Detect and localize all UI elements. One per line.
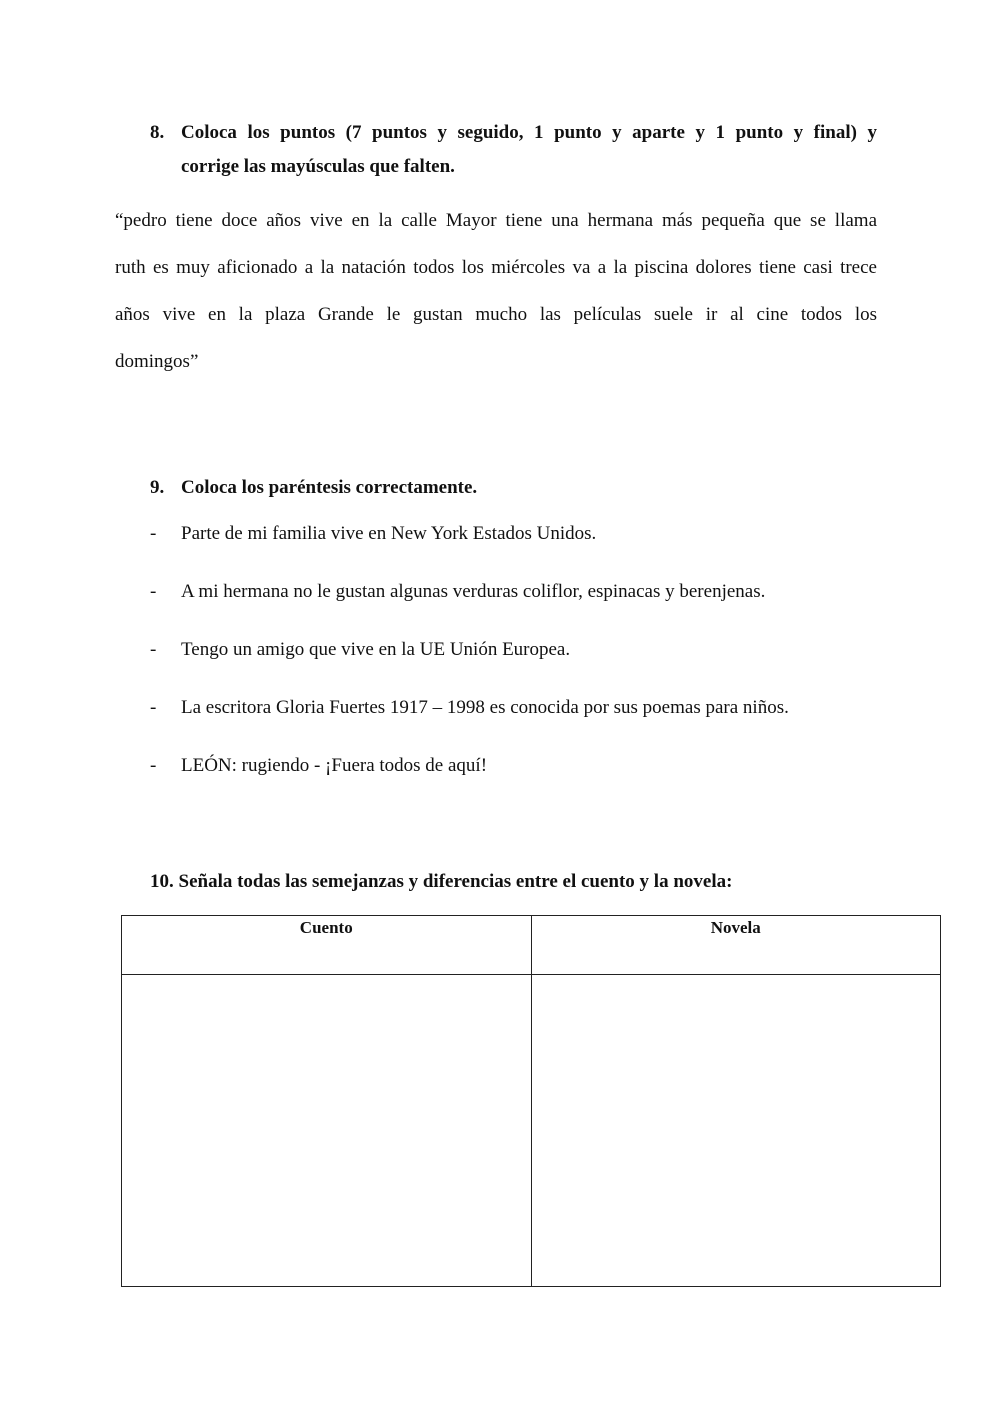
- table-header-row: [122, 916, 941, 975]
- table-row: [122, 975, 941, 1287]
- q9-number: 9.: [150, 477, 165, 498]
- bullet-dash: -: [150, 639, 157, 660]
- q8-number: 8.: [150, 122, 165, 143]
- list-item-text: A mi hermana no le gustan algunas verduras coliflor, espinacas y berenjenas.: [181, 581, 766, 602]
- q8-paragraph-line: “pedro tiene doce años vive en la calle Mayor tiene una hermana más pequeña que se llama: [115, 210, 877, 231]
- list-item-text: LEÓN: rugiendo - ¡Fuera todos de aquí!: [181, 755, 488, 776]
- bullet-dash: -: [150, 755, 157, 776]
- list-item-text: Tengo un amigo que vive en la UE Unión Europea.: [181, 639, 571, 660]
- bullet-dash: -: [150, 697, 157, 718]
- q8-paragraph-line: domingos”: [115, 351, 199, 372]
- list-item-text: Parte de mi familia vive en New York Estados Unidos.: [181, 523, 597, 544]
- q8-paragraph-line: años vive en la plaza Grande le gustan mucho las películas suele ir al cine todos los: [115, 304, 877, 325]
- q10-heading: 10. Señala todas las semejanzas y diferencias entre el cuento y la novela:: [150, 871, 733, 892]
- bullet-dash: -: [150, 581, 157, 602]
- answer-cell-novela[interactable]: [531, 975, 941, 1287]
- comparison-table: [121, 915, 941, 1287]
- answer-cell-cuento[interactable]: [122, 975, 532, 1287]
- bullet-dash: -: [150, 523, 157, 544]
- q8-paragraph-line: ruth es muy aficionado a la natación todos los miércoles va a la piscina dolores tiene casi trece: [115, 257, 877, 278]
- list-item-text: La escritora Gloria Fuertes 1917 – 1998 es conocida por sus poemas para niños.: [181, 697, 789, 718]
- q8-heading-line2: corrige las mayúsculas que falten.: [181, 156, 455, 177]
- q8-heading-line1: Coloca los puntos (7 puntos y seguido, 1 punto y aparte y 1 punto y final) y: [181, 122, 877, 143]
- table-header-cuento: Cuento: [122, 916, 532, 975]
- table-header-novela: Novela: [531, 916, 941, 975]
- q9-heading: Coloca los paréntesis correctamente.: [181, 477, 478, 498]
